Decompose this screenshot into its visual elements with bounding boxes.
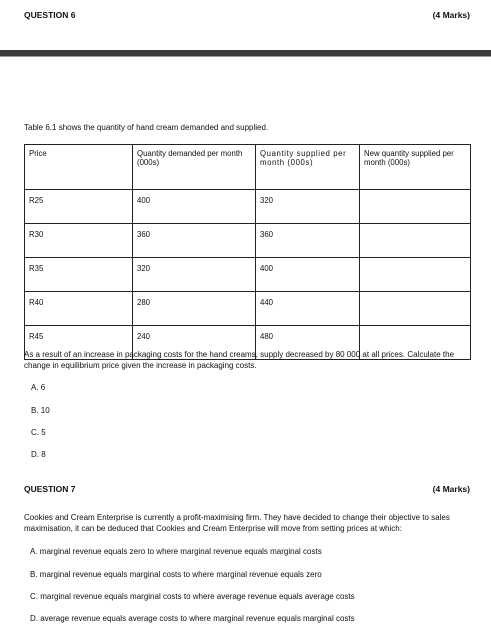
cell-new-supplied	[360, 292, 471, 326]
table-row	[25, 224, 471, 258]
q7-option-a[interactable]: A. marginal revenue equals zero to where marginal revenue equals marginal costs	[30, 547, 322, 556]
q6-option-a[interactable]: A. 6	[31, 383, 46, 392]
header-new-quantity-supplied: New quantity supplied per month (000s)	[360, 145, 471, 190]
cell-price: R40	[25, 292, 133, 326]
q7-option-d[interactable]: D. average revenue equals average costs to where marginal revenue equals marginal costs	[30, 614, 355, 623]
table-row	[25, 190, 471, 224]
cell-demanded: 240	[133, 326, 256, 360]
question-7-title: QUESTION 7	[24, 484, 76, 494]
question-6-marks: (4 Marks)	[432, 10, 470, 20]
cell-supplied: 480	[256, 326, 360, 360]
cell-demanded: 360	[133, 224, 256, 258]
cell-price: R35	[25, 258, 133, 292]
cell-price: R45	[25, 326, 133, 360]
header-quantity-supplied: Quantity supplied per month (000s)	[256, 145, 360, 190]
header-price: Price	[25, 145, 133, 190]
question-6-text: As a result of an increase in packaging costs for the hand creams, supply decreased by 80 000 at all prices. Calculate the change in equilibrium price given the increase in packaging costs.	[24, 350, 455, 370]
q7-option-b[interactable]: B. marginal revenue equals marginal costs to where marginal revenue equals zero	[30, 570, 322, 579]
table-header-row	[25, 145, 471, 190]
cell-supplied: 400	[256, 258, 360, 292]
cell-new-supplied	[360, 224, 471, 258]
cell-demanded: 320	[133, 258, 256, 292]
cell-new-supplied	[360, 258, 471, 292]
header-quantity-demanded: Quantity demanded per month (000s)	[133, 145, 256, 190]
table-row	[25, 292, 471, 326]
q6-option-d[interactable]: D. 8	[31, 450, 46, 459]
cell-supplied: 320	[256, 190, 360, 224]
q7-option-c[interactable]: C. marginal revenue equals marginal costs to where average revenue equals average costs	[30, 592, 355, 601]
question-6-title: QUESTION 6	[24, 10, 76, 20]
cell-new-supplied	[360, 190, 471, 224]
supply-demand-table	[24, 144, 471, 360]
cell-price: R30	[25, 224, 133, 258]
q6-option-c[interactable]: C. 5	[31, 428, 46, 437]
cell-demanded: 280	[133, 292, 256, 326]
cell-supplied: 360	[256, 224, 360, 258]
cell-demanded: 400	[133, 190, 256, 224]
cell-supplied: 440	[256, 292, 360, 326]
table-caption: Table 6.1 shows the quantity of hand cream demanded and supplied.	[24, 123, 269, 132]
cell-price: R25	[25, 190, 133, 224]
question-7-text: Cookies and Cream Enterprise is currently a profit-maximising firm. They have decided to change their objective to sales maximisation, it can be deduced that Cookies and Cream Enterprise will move from setting prices at which:	[24, 513, 450, 533]
table-row	[25, 258, 471, 292]
section-divider-shadow	[0, 56, 491, 57]
q6-option-b[interactable]: B. 10	[31, 406, 50, 415]
question-7-marks: (4 Marks)	[432, 484, 470, 494]
